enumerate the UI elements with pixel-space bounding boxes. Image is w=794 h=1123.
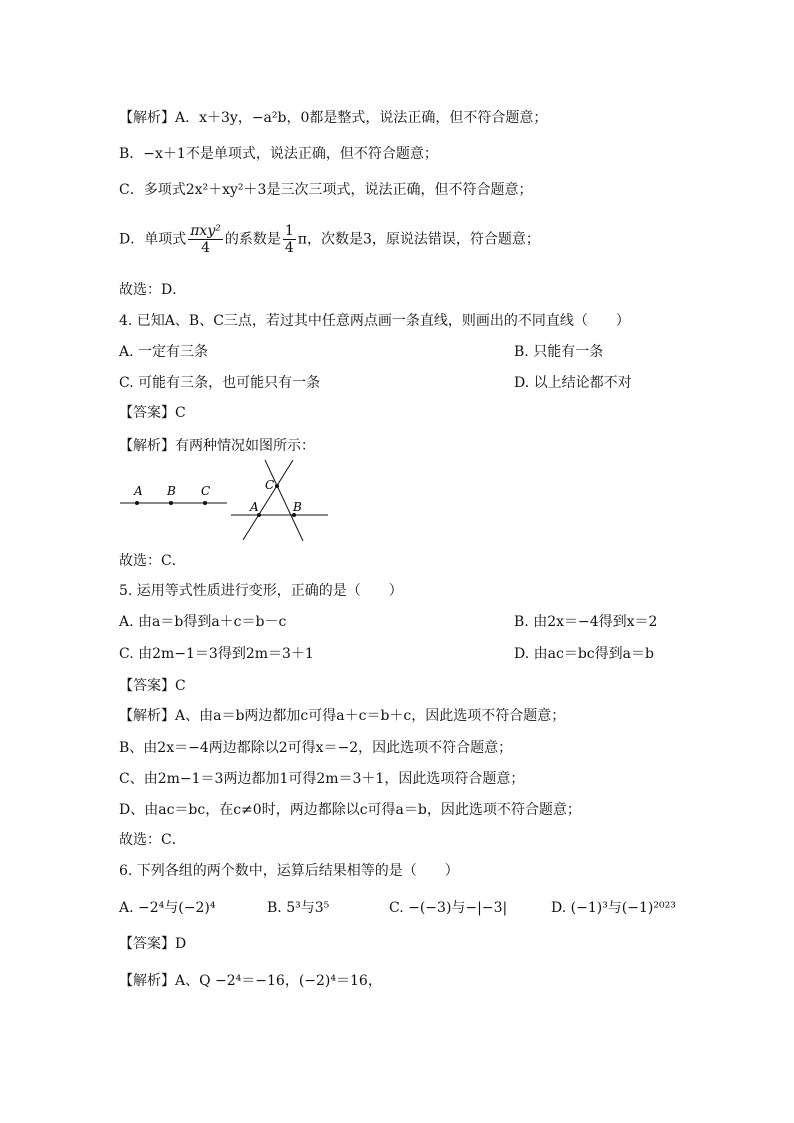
q5-option-b: B. 由2x＝−4得到x＝2 [514, 614, 658, 630]
label-a-2: A [250, 500, 259, 514]
q3-fraction-2-numerator: 1 [284, 223, 294, 239]
q5-analysis-b: B、由2x＝−4两边都除以2可得x＝−2，因此选项不符合题意； [119, 740, 513, 756]
q4-figure [115, 455, 335, 547]
label-a-1: A [134, 484, 143, 498]
point-c-2 [275, 484, 279, 488]
q4-option-a: A. 一定有三条 [119, 344, 209, 360]
q3-fraction-2-denominator: 4 [284, 240, 294, 256]
label-c-2: C [265, 478, 275, 492]
q5-option-a: A. 由a＝b得到a＋c＝b－c [119, 614, 287, 630]
q6-option-c: C. −(−3)与−|−3| [389, 900, 508, 916]
point-a-1 [135, 501, 139, 505]
q3-fraction-1 [188, 223, 223, 256]
q4-question: 4. 已知A、B、C三点，若过其中任意两点画一条直线，则画出的不同直线（ ） [119, 313, 630, 329]
q6-answer: 【答案】D [119, 936, 187, 952]
q3-fraction-1-denominator: 4 [201, 240, 210, 256]
q3-analysis-d [119, 223, 540, 256]
q3-choose: 故选：D． [119, 282, 187, 298]
q3-analysis-d-pre: D．单项式 [119, 231, 187, 248]
q4-answer: 【答案】C [119, 405, 186, 421]
q5-analysis-a: 【解析】A、由a＝b两边都加c可得a＋c＝b＋c，因此选项不符合题意； [119, 708, 566, 724]
q3-analysis-b: B．−x＋1不是单项式，说法正确，但不符合题意； [119, 146, 438, 162]
q6-analysis: 【解析】A、Q −2⁴＝−16，(−2)⁴＝16， [119, 973, 382, 989]
q4-option-d: D. 以上结论都不对 [514, 375, 632, 391]
q6-option-b: B. 5³与3⁵ [267, 900, 330, 916]
q4-analysis: 【解析】有两种情况如图所示： [119, 438, 315, 454]
q3-fraction-1-numerator: πxy² [190, 223, 221, 239]
q6-option-a: A. −2⁴与(−2)⁴ [119, 900, 216, 916]
q6-option-d: D. (−1)³与(−1)²⁰²³ [551, 900, 676, 916]
q5-option-d: D. 由ac＝bc得到a＝b [514, 646, 654, 662]
label-c-1: C [201, 484, 211, 498]
q5-analysis-c: C、由2m−1＝3两边都加1可得2m＝3＋1，因此选项符合题意； [119, 771, 525, 787]
point-c-1 [203, 501, 207, 505]
q4-option-c: C. 可能有三条，也可能只有一条 [119, 375, 321, 391]
q3-analysis-a: 【解析】A．x＋3y，−a²b，0都是整式，说法正确，但不符合题意； [119, 110, 548, 126]
q3-analysis-d-mid: 的系数是 [224, 231, 281, 248]
q3-analysis-c: C．多项式2x²＋xy²＋3是三次三项式，说法正确，但不符合题意； [119, 182, 533, 198]
q5-answer: 【答案】C [119, 678, 186, 694]
q4-option-b: B. 只能有一条 [514, 344, 604, 360]
q5-option-c: C. 由2m−1＝3得到2m＝3＋1 [119, 646, 314, 662]
q6-question: 6. 下列各组的两个数中，运算后结果相等的是（ ） [119, 863, 459, 879]
q5-choose: 故选：C． [119, 832, 186, 848]
q4-choose: 故选：C． [119, 553, 186, 569]
q3-analysis-d-post: π，次数是3，原说法错误，符合题意； [297, 231, 540, 248]
q5-question: 5. 运用等式性质进行变形，正确的是（ ） [119, 583, 403, 599]
label-b-1: B [167, 484, 176, 498]
label-b-2: B [293, 500, 302, 514]
q5-analysis-d: D、由ac＝bc，在c≠0时，两边都除以c可得a＝b，因此选项不符合题意； [119, 802, 581, 818]
q3-fraction-2 [283, 223, 296, 256]
point-b-1 [169, 501, 173, 505]
